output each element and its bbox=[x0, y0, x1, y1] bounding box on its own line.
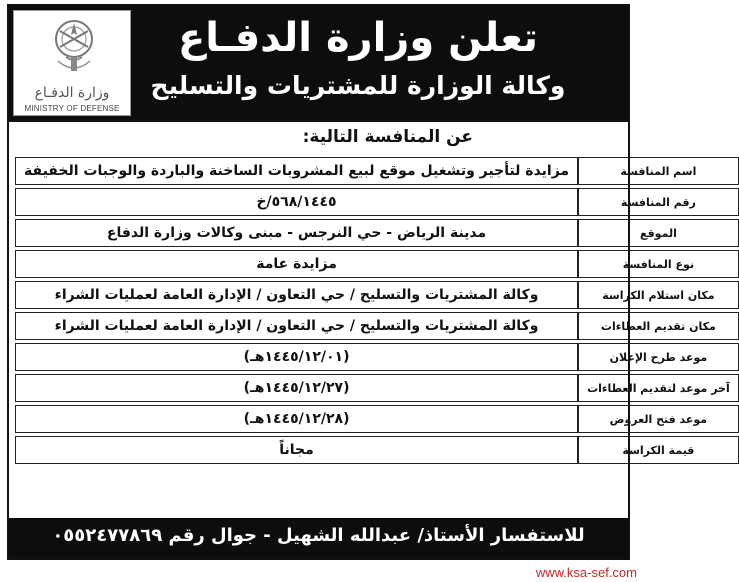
row-label: الموقع bbox=[578, 219, 739, 247]
row-label: موعد طرح الإعلان bbox=[578, 343, 739, 371]
row-label: آخر موعد لتقديم العطاءات bbox=[578, 374, 739, 402]
table-row bbox=[15, 157, 739, 185]
row-value: ٥٦٨/١٤٤٥/خ bbox=[15, 188, 578, 216]
contact-footer bbox=[9, 518, 628, 558]
table-row bbox=[15, 374, 739, 402]
logo-english-text: MINISTRY OF DEFENSE bbox=[24, 104, 120, 113]
announcement-title: تعلن وزارة الدفـاع bbox=[177, 15, 539, 61]
tender-details-table bbox=[15, 154, 739, 467]
contact-text: للاستفسار الأستاذ/ عبدالله الشهيل - جوال رقم ٠٥٥٢٤٧٧٨٦٩ bbox=[52, 525, 585, 546]
advertisement-frame bbox=[7, 4, 730, 560]
table-row bbox=[15, 343, 739, 371]
row-value: مدينة الرياض - حي النرجس - مبنى وكالات وزارة الدفاع bbox=[15, 219, 578, 247]
row-value: مجاناً bbox=[15, 436, 578, 464]
row-value: مزايدة لتأجير وتشغيل موقع لبيع المشروبات الساخنة والباردة والوجبات الخفيفة bbox=[15, 157, 578, 185]
table-row bbox=[15, 436, 739, 464]
row-label: اسم المنافسة bbox=[578, 157, 739, 185]
table-row bbox=[15, 312, 739, 340]
ministry-emblem-icon bbox=[50, 17, 98, 79]
row-label: مكان تقديم العطاءات bbox=[578, 312, 739, 340]
row-label: موعد فتح العروض bbox=[578, 405, 739, 433]
table-row bbox=[15, 188, 739, 216]
table-row bbox=[15, 250, 739, 278]
logo-arabic-text: وزارة الدفـاع bbox=[34, 85, 110, 101]
row-label: نوع المنافسة bbox=[578, 250, 739, 278]
row-label: رقم المنافسة bbox=[578, 188, 739, 216]
ministry-logo bbox=[13, 10, 131, 116]
site-watermark: www.ksa-sef.com bbox=[535, 565, 637, 580]
row-label: قيمة الكراسة bbox=[578, 436, 739, 464]
row-value: (١٤٤٥/١٢/٢٧هـ) bbox=[15, 374, 578, 402]
row-value: (١٤٤٥/١٢/٠١هـ) bbox=[15, 343, 578, 371]
row-value: وكالة المشتريات والتسليح / حي التعاون / الإدارة العامة لعمليات الشراء bbox=[15, 281, 578, 309]
table-row bbox=[15, 219, 739, 247]
row-label: مكان استلام الكراسة bbox=[578, 281, 739, 309]
table-row bbox=[15, 405, 739, 433]
table-row bbox=[15, 281, 739, 309]
header-banner bbox=[9, 6, 628, 122]
announcement-subtitle: وكالة الوزارة للمشتريات والتسليح bbox=[150, 71, 566, 100]
row-value: (١٤٤٥/١٢/٢٨هـ) bbox=[15, 405, 578, 433]
row-value: مزايدة عامة bbox=[15, 250, 578, 278]
row-value: وكالة المشتريات والتسليح / حي التعاون / الإدارة العامة لعمليات الشراء bbox=[15, 312, 578, 340]
intro-heading: عن المنافسة التالية: bbox=[302, 127, 473, 147]
